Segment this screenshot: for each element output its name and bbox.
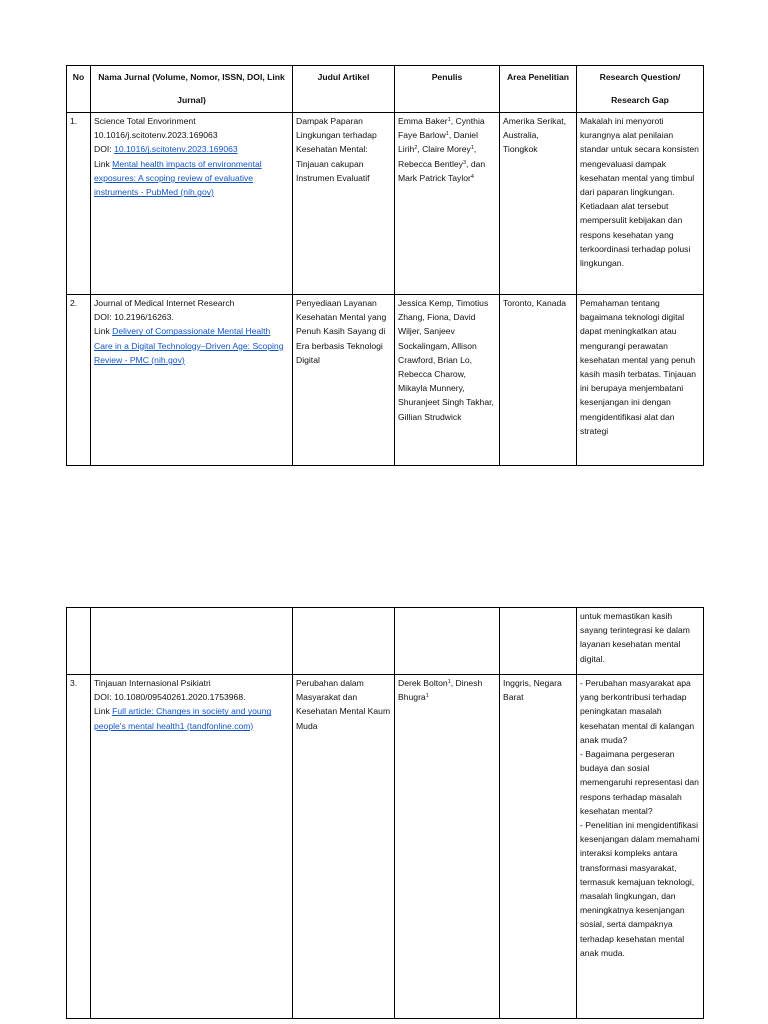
doi-link[interactable]: 10.1016/j.scitotenv.2023.169063 <box>114 144 238 155</box>
literature-table-part-2 <box>66 607 704 1019</box>
journal-name: Tinjauan Internasional Psikiatri <box>94 678 211 688</box>
article-title: Dampak Paparan Lingkungan terhadap Kesehatan Mental: Tinjauan cakupan Instrumen Evaluatif <box>293 113 395 295</box>
research-area: Inggris, Negara Barat <box>500 675 577 1019</box>
research-question: Makalah ini menyoroti kurangnya alat penilaian standar untuk secara konsisten mengevaluasi dampak kesehatan mental yang timbul dari paparan lingkungan. Ketiadaan alat tersebut mempersulit kebijakan dan respons kesehatan yang terkoordinasi terhadap polusi lingkungan. <box>577 113 704 295</box>
article-title: Perubahan dalam Masyarakat dan Kesehatan Mental Kaum Muda <box>293 675 395 1019</box>
table-row <box>67 675 704 1019</box>
header-journal: Nama Jurnal (Volume, Nomor, ISSN, DOI, Link Jurnal) <box>91 66 293 113</box>
row-number: 1. <box>67 113 91 295</box>
header-title: Judul Artikel <box>293 66 395 113</box>
header-no: No <box>67 66 91 113</box>
journal-name: Journal of Medical Internet Research <box>94 298 235 308</box>
row-number: 3. <box>67 675 91 1019</box>
research-area: Toronto, Kanada <box>500 295 577 466</box>
research-question-continued: untuk memastikan kasih sayang terintegrasi ke dalam layanan kesehatan mental digital. <box>577 608 704 675</box>
row-number: 2. <box>67 295 91 466</box>
research-question <box>577 675 704 1019</box>
question-point: - Penelitian ini mengidentifikasi kesenjangan dalam memahami interaksi kompleks antara transformasi masyarakat, termasuk kemajuan teknologi, masalah lingkungan, dan meningkatnya kesenjangan sosial, serta dampaknya terhadap kesehatan mental anak muda. <box>580 820 700 958</box>
journal-doi: DOI: 10.1080/09540261.2020.1753968. <box>94 692 246 703</box>
journal-cell <box>91 113 293 295</box>
journal-doi: DOI: 10.2196/16263. <box>94 312 174 323</box>
table-row <box>67 113 704 295</box>
journal-link: Link Full article: Changes in society and young people's mental health1 (tandfonline.com) <box>94 706 272 731</box>
table-row-continuation <box>67 608 704 675</box>
journal-link: Link Mental health impacts of environmental exposures: A scoping review of evaluative instruments - PubMed (nih.gov) <box>94 158 262 198</box>
header-question: Research Question/ Research Gap <box>577 66 704 113</box>
research-area: Amerika Serikat, Australia, Tiongkok <box>500 113 577 295</box>
journal-cell <box>91 295 293 466</box>
journal-doi: DOI: 10.1016/j.scitotenv.2023.169063 <box>94 144 238 155</box>
question-point: - Bagaimana pergeseran budaya dan sosial memengaruhi representasi dan respons terhadap masalah kesehatan mental? <box>580 749 699 816</box>
table-row <box>67 295 704 466</box>
table-header-row <box>67 66 704 113</box>
authors-cell: Emma Baker$^1$, Cynthia Faye Barlow$^1$, Daniel Lirih$^2$, Claire Morey$^1$, Rebecca Bentley$^3$, dan Mark Patrick Taylor$^4$ <box>395 113 500 295</box>
header-area: Area Penelitian <box>500 66 577 113</box>
authors-cell: Jessica Kemp, Timotius Zhang, Fiona, David Wiljer, Sanjeev Sockalingam, Allison Crawford, Brian Lo, Rebecca Charow, Mikayla Munnery, Shuranjeet Singh Takhar, Gillian Strudwick <box>395 295 500 466</box>
journal-cell <box>91 675 293 1019</box>
article-title: Penyediaan Layanan Kesehatan Mental yang Penuh Kasih Sayang di Era berbasis Teknologi Digital <box>293 295 395 466</box>
question-point: - Perubahan masyarakat apa yang berkontribusi terhadap peningkatan masalah kesehatan mental di kalangan anak muda? <box>580 678 695 745</box>
header-authors: Penulis <box>395 66 500 113</box>
article-link[interactable]: Full article: Changes in society and young people's mental health1 (tandfonline.com) <box>94 706 272 731</box>
journal-issn: 10.1016/j.scitotenv.2023.169063 <box>94 130 218 141</box>
research-question: Pemahaman tentang bagaimana teknologi digital dapat meningkatkan atau mengurangi perawatan kesehatan mental yang penuh kasih masih terbatas. Tinjauan ini berupaya menjembatani kesenjangan ini dengan mengidentifikasi alat dan strategi <box>577 295 704 466</box>
journal-name: Science Total Envorinment <box>94 116 196 126</box>
article-link[interactable]: Mental health impacts of environmental exposures: A scoping review of evaluative instruments - PubMed (nih.gov) <box>94 158 262 198</box>
article-link[interactable]: Delivery of Compassionate Mental Health Care in a Digital Technology–Driven Age: Scoping Review - PMC (nih.gov) <box>94 326 284 365</box>
journal-link: Link Delivery of Compassionate Mental Health Care in a Digital Technology–Driven Age: Scoping Review - PMC (nih.gov) <box>94 326 284 365</box>
literature-table-part-1 <box>66 65 704 466</box>
authors-cell: Derek Bolton$^1$, Dinesh Bhugra$^1$ <box>395 675 500 1019</box>
